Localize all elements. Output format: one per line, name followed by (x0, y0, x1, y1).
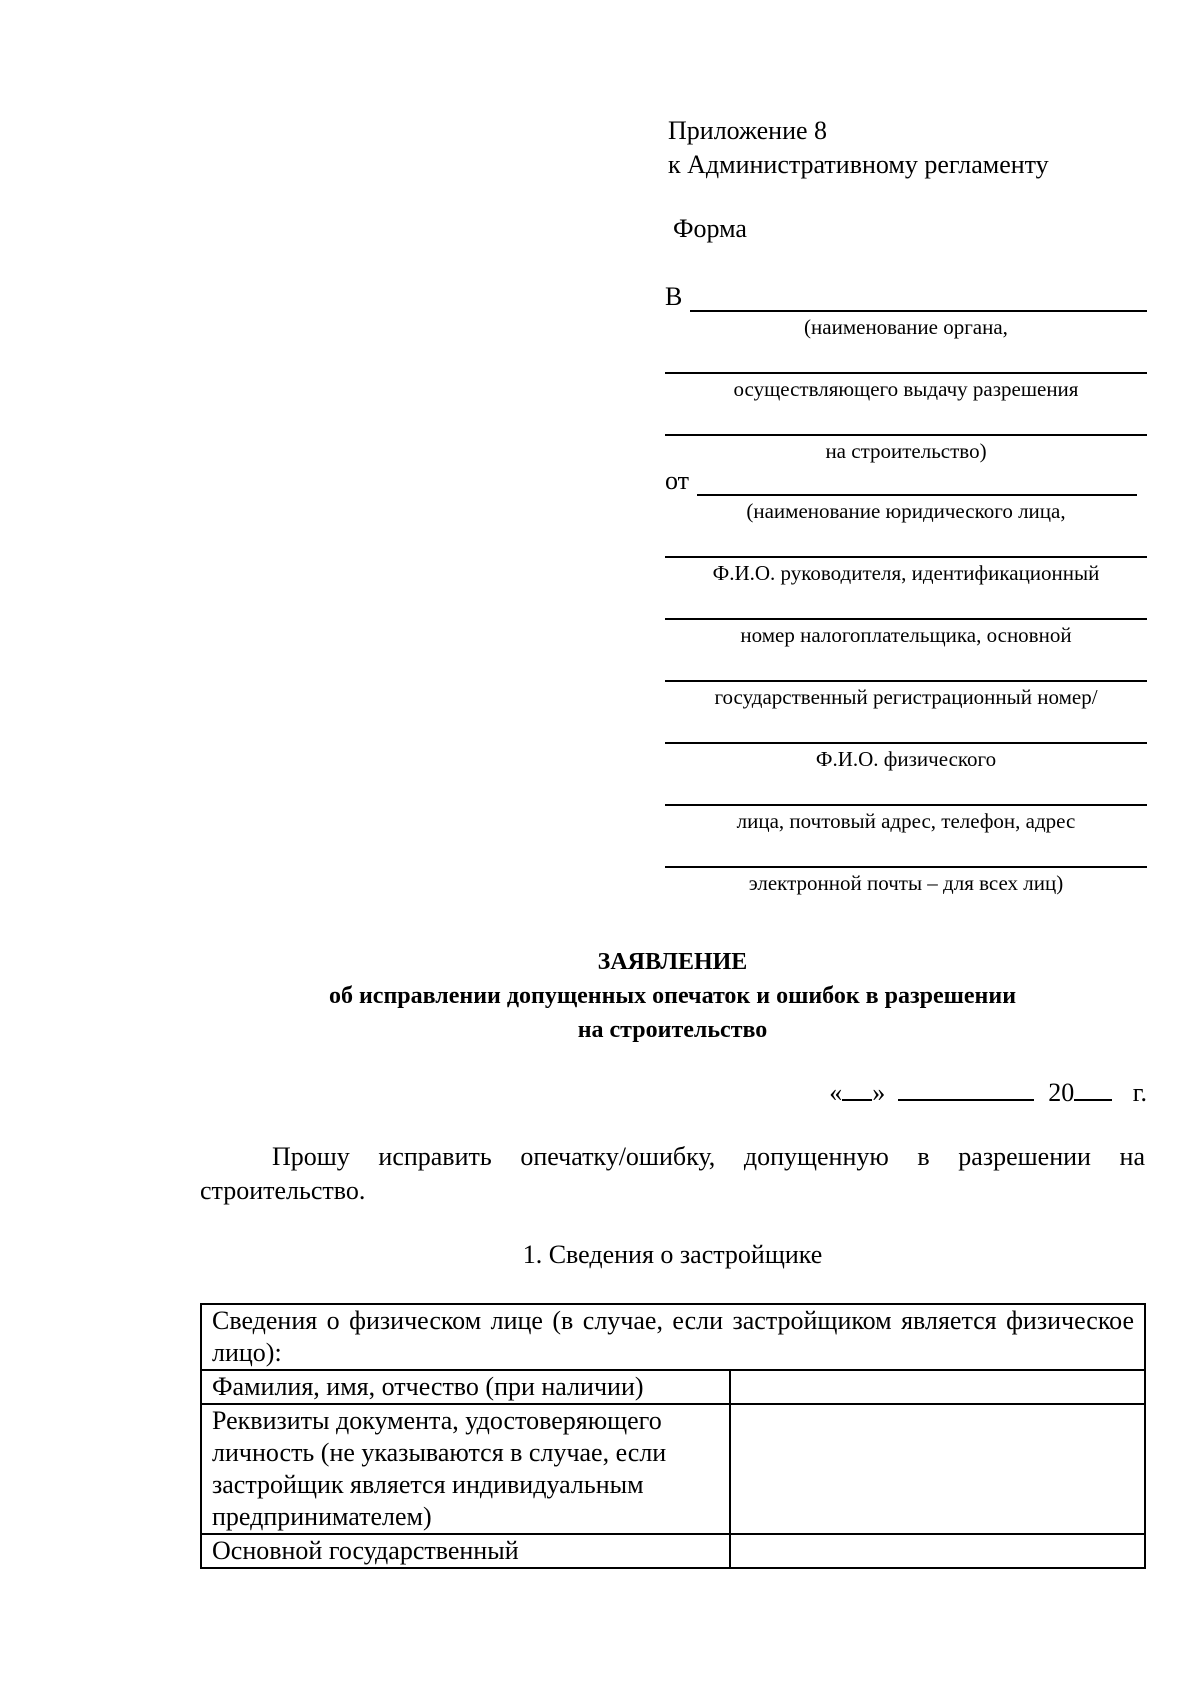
date-close-quote: » (872, 1078, 886, 1107)
date-line (829, 1076, 1147, 1110)
from-fill-line[interactable] (697, 466, 1137, 496)
from-prefix: от (665, 466, 690, 495)
year-century: 20 (1048, 1078, 1075, 1107)
field-value-cell[interactable] (730, 1404, 1145, 1534)
month-field[interactable] (898, 1077, 1034, 1101)
table-row (201, 1534, 1145, 1568)
fill-line[interactable] (665, 526, 1147, 558)
field-value-cell[interactable] (730, 1370, 1145, 1404)
addressee-to-block (665, 278, 1147, 466)
fill-line[interactable] (665, 650, 1147, 682)
table-row (201, 1304, 1145, 1370)
appendix-number: Приложение 8 (668, 116, 828, 145)
to-caption: (наименование органа, (804, 315, 1008, 339)
from-caption: Ф.И.О. физического (815, 747, 997, 771)
to-caption: осуществляющего выдачу разрешения (733, 377, 1079, 401)
fill-line[interactable] (665, 342, 1147, 374)
from-caption: государственный регистрационный номер/ (714, 685, 1098, 709)
title-line: ЗАЯВЛЕНИЕ (597, 949, 748, 975)
fill-line[interactable] (665, 774, 1147, 806)
table-header-cell: Сведения о физическом лице (в случае, если застройщиком является физическое лицо): (201, 1304, 1145, 1370)
developer-info-table (200, 1303, 1146, 1569)
field-value-cell[interactable] (730, 1534, 1145, 1568)
form-label: Форма (673, 214, 747, 243)
section-heading: 1. Сведения о застройщике (522, 1240, 823, 1269)
table-row (201, 1370, 1145, 1404)
to-caption: на строительство) (825, 439, 987, 463)
date-open-quote: « (829, 1078, 843, 1107)
from-caption: Ф.И.О. руководителя, идентификационный (712, 561, 1100, 585)
request-paragraph: Прошу исправить опечатку/ошибку, допущенную в разрешении на строительство. (200, 1142, 1145, 1205)
from-caption: номер налогоплательщика, основной (740, 623, 1072, 647)
fill-line[interactable] (665, 712, 1147, 744)
addressee-from-block (665, 462, 1147, 898)
day-field[interactable] (842, 1077, 872, 1101)
appendix-block (668, 114, 1049, 182)
field-label: Реквизиты документа, удостоверяющего личность (не указываются в случае, если застройщик является индивидуальным предпринимателем) (201, 1404, 730, 1534)
document-title (200, 945, 1145, 1047)
title-line: об исправлении допущенных опечаток и ошибок в разрешении (328, 983, 1017, 1009)
to-prefix: В (665, 282, 683, 311)
fill-line[interactable] (665, 404, 1147, 436)
to-fill-line[interactable] (690, 282, 1147, 312)
table-row (201, 1404, 1145, 1534)
fill-line[interactable] (665, 836, 1147, 868)
appendix-reference: к Административному регламенту (668, 150, 1049, 179)
year-field[interactable] (1074, 1077, 1112, 1101)
field-label: Фамилия, имя, отчество (при наличии) (201, 1370, 730, 1404)
from-caption: (наименование юридического лица, (746, 499, 1066, 523)
fill-line[interactable] (665, 588, 1147, 620)
title-line: на строительство (577, 1017, 768, 1043)
from-caption: лица, почтовый адрес, телефон, адрес (736, 809, 1076, 833)
from-caption: электронной почты – для всех лиц) (748, 871, 1064, 895)
year-suffix: г. (1132, 1078, 1147, 1107)
field-label: Основной государственный (201, 1534, 730, 1568)
